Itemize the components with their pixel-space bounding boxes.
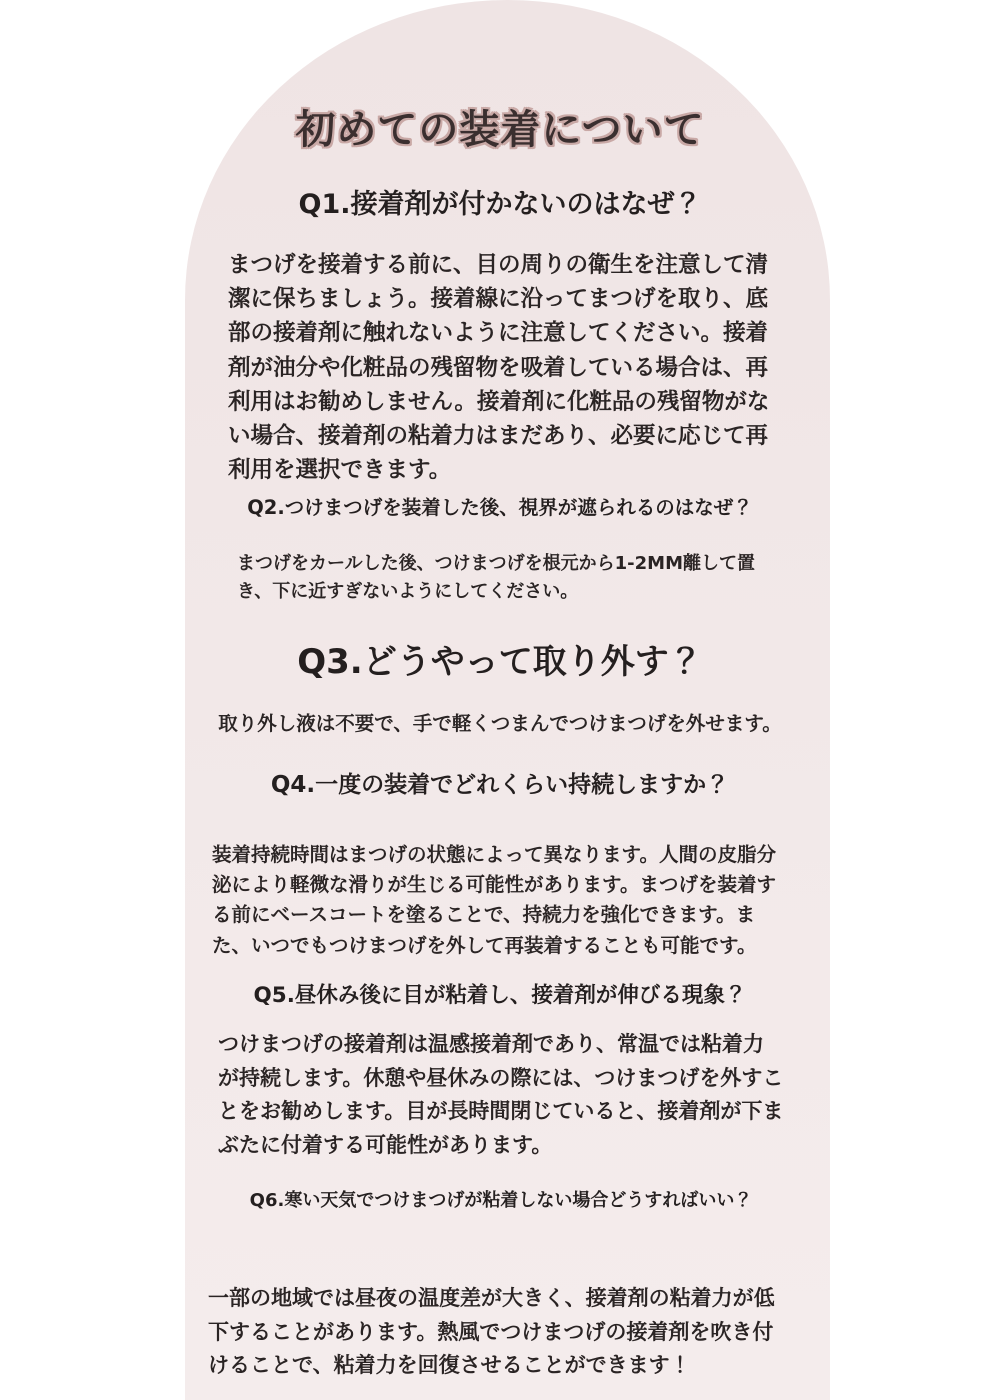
faq-answer-3: 取り外し液は不要で、手で軽くつまんでつけまつげを外せます。 xyxy=(218,712,782,735)
faq-question-3: Q3.どうやって取り外す？ xyxy=(297,642,703,682)
faq-question-5: Q5.昼休み後に目が粘着し、接着剤が伸びる現象？ xyxy=(253,983,747,1008)
faq-question-4: Q4.一度の装着でどれくらい持続しますか？ xyxy=(270,772,730,798)
faq-answer-6: 一部の地域では昼夜の温度差が大きく、接着剤の粘着力が低下することがあります。熱風でつけまつげの接着剤を吹き付けることで、粘着力を回復させることができます！ xyxy=(208,1286,775,1378)
faq-question-2: Q2.つけまつげを装着した後、視界が遮られるのはなぜ？ xyxy=(247,496,753,519)
faq-answer-4: 装着持続時間はまつげの状態によって異なります。人間の皮脂分泌により軽微な滑りが生じる可能性があります。まつげを装着する前にベースコートを塗ることで、持続力を強化できます。また、いつでもつけまつげを外して再装着することも可能です。 xyxy=(212,843,776,957)
faq-question-6: Q6.寒い天気でつけまつげが粘着しない場合どうすればいい？ xyxy=(249,1190,753,1211)
faq-answer-2: まつげをカールした後、つけまつげを根元から1-2MM離して置き、下に近すぎないようにしてください。 xyxy=(237,553,755,602)
faq-answer-5: つけまつげの接着剤は温感接着剤であり、常温では粘着力が持続します。休憩や昼休みの際には、つけまつげを外すことをお勧めします。目が長時間閉じていると、接着剤が下まぶたに付着する可能性があります。 xyxy=(218,1032,784,1157)
faq-answer-1: まつげを接着する前に、目の周りの衛生を注意して清潔に保ちましょう。接着線に沿ってまつげを取り、底部の接着剤に触れないように注意してください。接着剤が油分や化粧品の残留物を吸着している場合は、再利用はお勧めしません。接着剤に化粧品の残留物がない場合、接着剤の粘着力はまだあり、必要に応じて再利用を選択できます。 xyxy=(228,252,770,484)
faq-question-1: Q1.接着剤が付かないのはなぜ？ xyxy=(298,189,702,220)
page-title: 初めての装着について xyxy=(295,107,705,153)
